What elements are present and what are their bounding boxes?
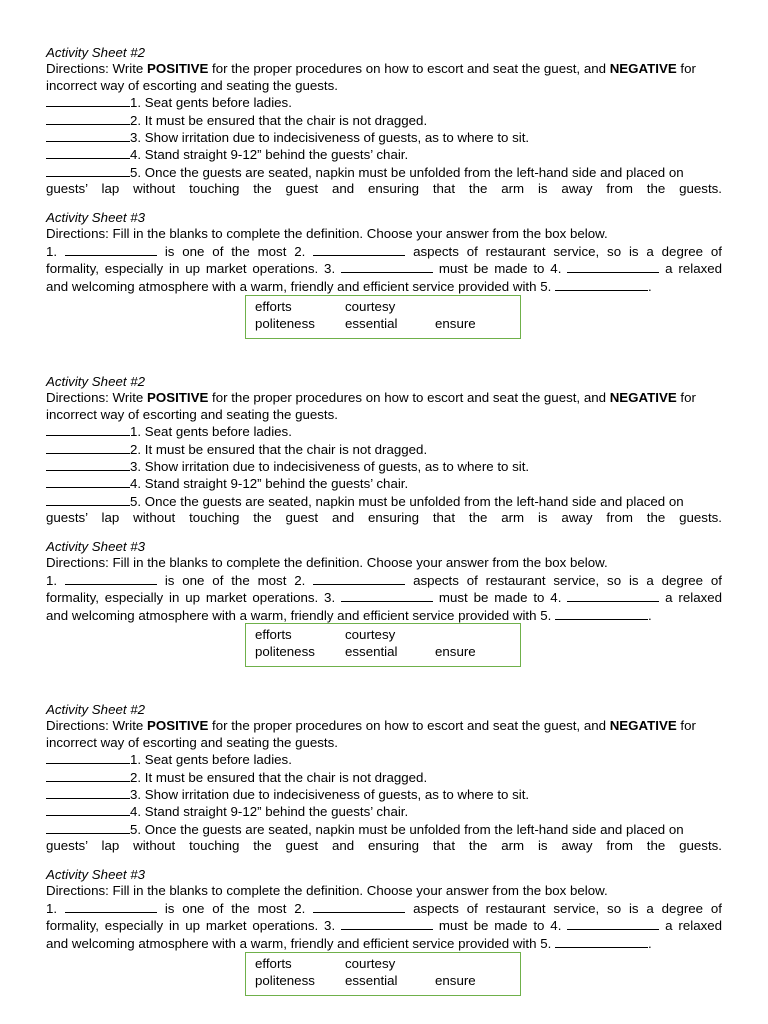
- list-item: 3. Show irritation due to indecisiveness of guests, as to where to sit.: [46, 458, 722, 475]
- definition-line-3: and welcoming atmosphere with a warm, friendly and efficient service provided with 5. .: [46, 278, 652, 294]
- list-item: 2. It must be ensured that the chair is not dragged.: [46, 441, 722, 458]
- definition-line-1: 1. is one of the most 2. aspects of restaurant service, so is a degree of: [46, 572, 722, 588]
- word-option: essential: [345, 644, 398, 659]
- activity-sheet-3-title: Activity Sheet #3: [46, 539, 146, 554]
- blank-1[interactable]: [65, 900, 157, 913]
- word-option: essential: [345, 316, 398, 331]
- list-item: 5. Once the guests are seated, napkin must be unfolded from the left-hand side and placed on: [46, 164, 722, 181]
- activity-sheet-2: [46, 45, 722, 198]
- answer-blank[interactable]: [46, 751, 130, 764]
- activity-sheet-3-directions: Directions: Fill in the blanks to complete the definition. Choose your answer from the box below.: [46, 226, 608, 242]
- activity-sheet-2-directions: Directions: Write POSITIVE for the proper procedures on how to escort and seat the guest, and NEGATIVE for: [46, 61, 696, 77]
- list-item: 2. It must be ensured that the chair is not dragged.: [46, 769, 722, 786]
- answer-blank[interactable]: [46, 786, 130, 799]
- answer-blank[interactable]: [46, 423, 130, 436]
- activity-sheet-2: [46, 374, 722, 527]
- list-item-continuation: guests’ lap without touching the guest and ensuring that the arm is away from the guests.: [46, 510, 722, 526]
- activity-sheet-2-title: Activity Sheet #2: [46, 702, 146, 717]
- definition-line-2: formality, especially in up market operations. 3. must be made to 4. a relaxed: [46, 918, 723, 934]
- activity-sheet-3: [46, 210, 723, 331]
- answer-blank[interactable]: [46, 458, 130, 471]
- negative-keyword: NEGATIVE: [609, 61, 677, 77]
- word-option: politeness: [255, 973, 315, 988]
- list-item: 4. Stand straight 9-12” behind the guests’ chair.: [46, 146, 722, 163]
- blank-1[interactable]: [65, 572, 157, 585]
- word-option: courtesy: [345, 299, 396, 314]
- activity-sheet-3-directions: Directions: Fill in the blanks to complete the definition. Choose your answer from the box below.: [46, 883, 608, 899]
- blank-1[interactable]: [65, 243, 157, 256]
- blank-4[interactable]: [567, 589, 659, 602]
- definition-line-2: formality, especially in up market operations. 3. must be made to 4. a relaxed: [46, 590, 723, 606]
- list-item: 5. Once the guests are seated, napkin must be unfolded from the left-hand side and placed on: [46, 821, 722, 838]
- definition-line-1: 1. is one of the most 2. aspects of restaurant service, so is a degree of: [46, 900, 722, 916]
- word-box: [245, 623, 521, 667]
- blank-4[interactable]: [567, 917, 659, 930]
- list-item: 5. Once the guests are seated, napkin must be unfolded from the left-hand side and placed on: [46, 493, 722, 510]
- activity-sheet-3-title: Activity Sheet #3: [46, 210, 146, 225]
- word-option: ensure: [435, 973, 476, 988]
- answer-blank[interactable]: [46, 769, 130, 782]
- definition-line-2: formality, especially in up market operations. 3. must be made to 4. a relaxed: [46, 261, 723, 277]
- answer-blank[interactable]: [46, 821, 130, 834]
- positive-keyword: POSITIVE: [146, 390, 209, 406]
- blank-3[interactable]: [341, 917, 433, 930]
- word-option: politeness: [255, 316, 315, 331]
- activity-sheet-2: [46, 702, 722, 855]
- answer-blank[interactable]: [46, 112, 130, 125]
- answer-blank[interactable]: [46, 146, 130, 159]
- blank-5[interactable]: [555, 935, 648, 948]
- list-item: 2. It must be ensured that the chair is not dragged.: [46, 112, 722, 129]
- word-option: courtesy: [345, 627, 396, 642]
- answer-blank[interactable]: [46, 803, 130, 816]
- activity-sheet-2-title: Activity Sheet #2: [46, 45, 146, 60]
- list-item-continuation: guests’ lap without touching the guest and ensuring that the arm is away from the guests.: [46, 181, 722, 197]
- activity-sheet-2-directions-line2: incorrect way of escorting and seating the guests.: [46, 406, 338, 422]
- activity-sheet-2-title: Activity Sheet #2: [46, 374, 146, 389]
- list-item-continuation: guests’ lap without touching the guest and ensuring that the arm is away from the guests.: [46, 838, 722, 854]
- positive-keyword: POSITIVE: [146, 61, 209, 77]
- definition-line-1: 1. is one of the most 2. aspects of restaurant service, so is a degree of: [46, 243, 722, 259]
- answer-blank[interactable]: [46, 493, 130, 506]
- blank-3[interactable]: [341, 589, 433, 602]
- blank-4[interactable]: [567, 260, 659, 273]
- activity-sheet-2-directions-line2: incorrect way of escorting and seating the guests.: [46, 77, 338, 93]
- word-option: ensure: [435, 644, 476, 659]
- list-item: 4. Stand straight 9-12” behind the guests’ chair.: [46, 803, 722, 820]
- answer-blank[interactable]: [46, 441, 130, 454]
- word-option: ensure: [435, 316, 476, 331]
- answer-blank[interactable]: [46, 94, 130, 107]
- definition-line-3: and welcoming atmosphere with a warm, friendly and efficient service provided with 5. .: [46, 935, 652, 951]
- list-item: 3. Show irritation due to indecisiveness of guests, as to where to sit.: [46, 786, 722, 803]
- activity-sheet-2-directions: Directions: Write POSITIVE for the proper procedures on how to escort and seat the guest, and NEGATIVE for: [46, 390, 696, 406]
- word-box: [245, 295, 521, 339]
- activity-sheet-3: [46, 867, 723, 988]
- word-option: efforts: [255, 627, 292, 642]
- word-option: politeness: [255, 644, 315, 659]
- definition-line-3: and welcoming atmosphere with a warm, friendly and efficient service provided with 5. .: [46, 607, 652, 623]
- negative-keyword: NEGATIVE: [609, 718, 677, 734]
- answer-blank[interactable]: [46, 129, 130, 142]
- blank-2[interactable]: [313, 243, 405, 256]
- activity-sheet-2-directions: Directions: Write POSITIVE for the proper procedures on how to escort and seat the guest, and NEGATIVE for: [46, 718, 696, 734]
- positive-keyword: POSITIVE: [146, 718, 209, 734]
- word-box: [245, 952, 521, 996]
- blank-2[interactable]: [313, 900, 405, 913]
- blank-3[interactable]: [341, 260, 433, 273]
- activity-sheet-2-directions-line2: incorrect way of escorting and seating the guests.: [46, 734, 338, 750]
- list-item: 3. Show irritation due to indecisiveness of guests, as to where to sit.: [46, 129, 722, 146]
- answer-blank[interactable]: [46, 164, 130, 177]
- blank-5[interactable]: [555, 607, 648, 620]
- list-item: 1. Seat gents before ladies.: [46, 423, 722, 440]
- blank-5[interactable]: [555, 278, 648, 291]
- word-option: essential: [345, 973, 398, 988]
- answer-blank[interactable]: [46, 475, 130, 488]
- list-item: 1. Seat gents before ladies.: [46, 94, 722, 111]
- word-option: courtesy: [345, 956, 396, 971]
- list-item: 1. Seat gents before ladies.: [46, 751, 722, 768]
- word-option: efforts: [255, 956, 292, 971]
- activity-sheet-3-directions: Directions: Fill in the blanks to complete the definition. Choose your answer from the box below.: [46, 555, 608, 571]
- activity-sheet-3: [46, 539, 723, 659]
- list-item: 4. Stand straight 9-12” behind the guests’ chair.: [46, 475, 722, 492]
- word-option: efforts: [255, 299, 292, 314]
- activity-sheet-3-title: Activity Sheet #3: [46, 867, 146, 882]
- blank-2[interactable]: [313, 572, 405, 585]
- negative-keyword: NEGATIVE: [609, 390, 677, 406]
